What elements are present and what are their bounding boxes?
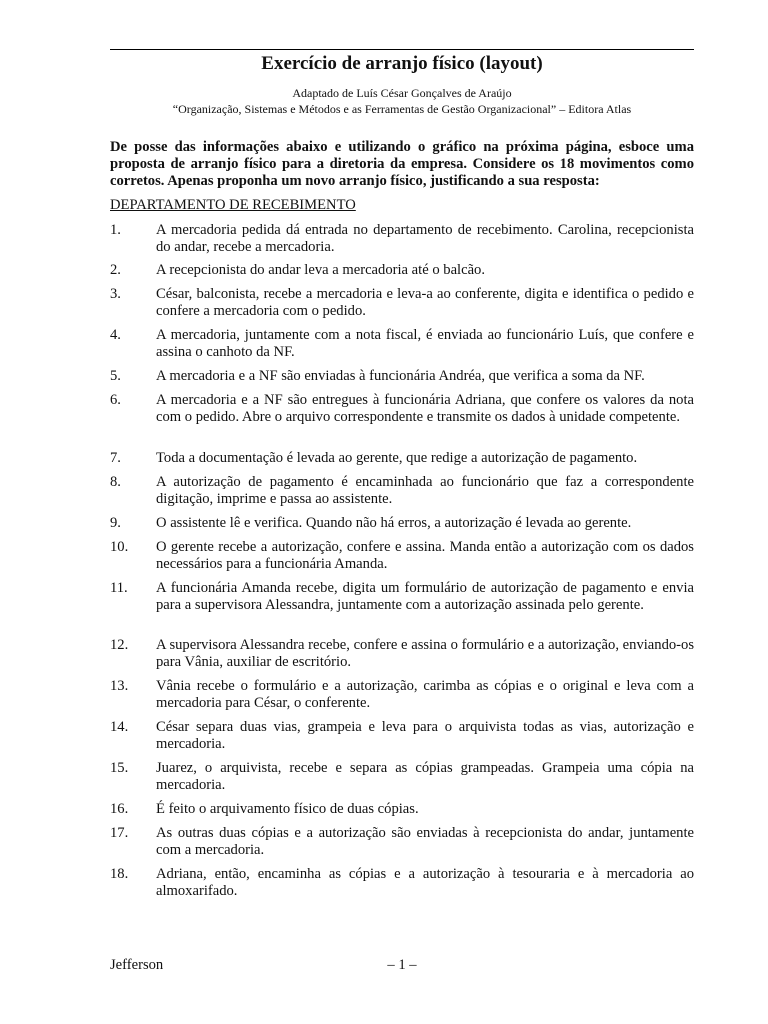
item-number: 18.	[110, 866, 129, 882]
header-rule	[110, 49, 694, 50]
item-text: Juarez, o arquivista, recebe e separa as cópias grampeadas. Grampeia uma cópia na mercadoria.	[156, 760, 694, 793]
item-text: A supervisora Alessandra recebe, confere e assina o formulário e a autorização, enviando-os para Vânia, auxiliar de escritório.	[156, 637, 694, 670]
item-number: 2.	[110, 262, 121, 278]
item-number: 11.	[110, 580, 128, 596]
item-text: É feito o arquivamento físico de duas cópias.	[156, 801, 419, 817]
item-text: César, balconista, recebe a mercadoria e leva-a ao conferente, digita e identifica o pedido e confere a mercadoria com o pedido.	[156, 286, 694, 319]
item-text: A recepcionista do andar leva a mercadoria até o balcão.	[156, 262, 486, 278]
section-heading: DEPARTAMENTO DE RECEBIMENTO	[110, 197, 356, 213]
item-number: 6.	[110, 392, 121, 408]
item-text: O gerente recebe a autorização, confere e assina. Manda então a autorização com os dados necessários para a funcionária Amanda.	[156, 539, 694, 572]
attribution-block	[110, 85, 694, 117]
intro-paragraph: De posse das informações abaixo e utilizando o gráfico na próxima página, esboce uma proposta de arranjo físico para a diretoria da empresa. Considere os 18 movimentos como corretos. Apenas proponha um novo arranjo físico, justificando a sua resposta:	[110, 139, 694, 189]
item-text: A mercadoria e a NF são enviadas à funcionária Andréa, que verifica a soma da NF.	[156, 368, 645, 384]
document-page	[110, 0, 694, 1024]
item-text: A mercadoria pedida dá entrada no departamento de recebimento. Carolina, recepcionista do andar, recebe a mercadoria.	[156, 222, 694, 255]
item-number: 10.	[110, 539, 129, 555]
item-number: 8.	[110, 474, 121, 490]
document-title: Exercício de arranjo físico (layout)	[261, 53, 543, 74]
item-number: 4.	[110, 327, 121, 343]
item-number: 14.	[110, 719, 129, 735]
footer-author: Jefferson	[110, 957, 164, 973]
item-text: Toda a documentação é levada ao gerente, que redige a autorização de pagamento.	[156, 450, 638, 466]
item-text: O assistente lê e verifica. Quando não há erros, a autorização é levada ao gerente.	[156, 515, 632, 531]
item-number: 16.	[110, 801, 129, 817]
item-number: 12.	[110, 637, 129, 653]
item-number: 17.	[110, 825, 129, 841]
item-number: 3.	[110, 286, 121, 302]
item-text: Adriana, então, encaminha as cópias e a autorização à tesouraria e à mercadoria ao almoxarifado.	[156, 866, 694, 899]
attribution-source: “Organização, Sistemas e Métodos e as Ferramentas de Gestão Organizacional” – Editora Atlas	[172, 102, 632, 116]
item-text: A mercadoria e a NF são entregues à funcionária Adriana, que confere os valores da nota com o pedido. Abre o arquivo correspondente e transmite os dados à unidade competente.	[156, 392, 694, 425]
item-number: 7.	[110, 450, 121, 466]
item-text: As outras duas cópias e a autorização são enviadas à recepcionista do andar, juntamente com a mercadoria.	[156, 825, 694, 858]
item-text: César separa duas vias, grampeia e leva para o arquivista todas as vias, autorização e mercadoria.	[156, 719, 694, 752]
item-number: 5.	[110, 368, 121, 384]
item-text: A funcionária Amanda recebe, digita um formulário de autorização de pagamento e envia para a supervisora Alessandra, juntamente com a autorização assinada pelo gerente.	[156, 580, 694, 613]
attribution-author: Adaptado de Luís César Gonçalves de Araújo	[292, 86, 512, 100]
item-text: A mercadoria, juntamente com a nota fiscal, é enviada ao funcionário Luís, que confere e assina o canhoto da NF.	[156, 327, 694, 360]
item-text: A autorização de pagamento é encaminhada ao funcionário que faz a correspondente digitação, imprime e passa ao assistente.	[156, 474, 694, 507]
item-number: 13.	[110, 678, 129, 694]
item-number: 15.	[110, 760, 129, 776]
item-number: 9.	[110, 515, 121, 531]
page-number: – 1 –	[387, 957, 417, 973]
item-number: 1.	[110, 222, 121, 238]
item-text: Vânia recebe o formulário e a autorização, carimba as cópias e o original e leva com a mercadoria para César, o conferente.	[156, 678, 694, 711]
